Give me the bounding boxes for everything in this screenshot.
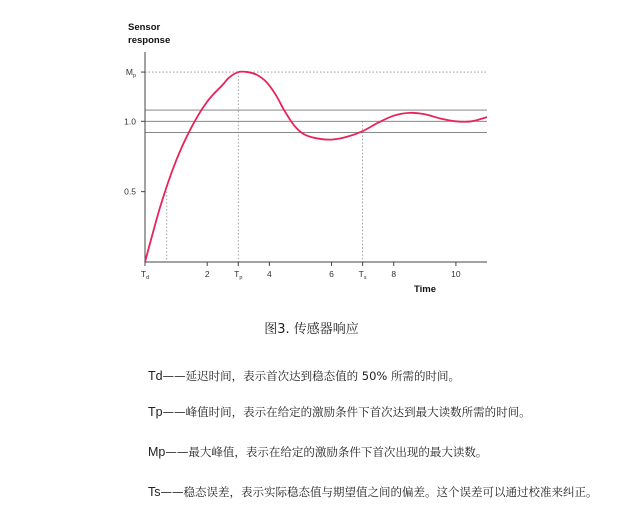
x-axis-label: Time [414,284,437,295]
x-tick-label: $T_d$ [140,269,150,281]
definition-tp [148,400,598,424]
definition-text: ——峰值时间，表示在给定的激励条件下首次达到最大读数所需的时间。 [162,405,531,419]
x-tick-label: 6 [329,269,334,279]
axes [141,52,487,266]
series-group [145,72,487,262]
x-tick-label-subscript: p [239,275,243,281]
x-tick-label-subscript: d [146,275,150,281]
y-axis-label-line2: response [128,35,171,46]
definition-symbol: Td [148,369,163,383]
definition-td [148,364,598,388]
x-tick-label: $T_p$ [234,269,243,281]
definition-text: ——稳态误差，表示实际稳态值与期望值之间的偏差。这个误差可以通过校准来纠正。 [160,485,598,499]
definition-ts [148,480,598,504]
y-tick-label-subscript: p [132,73,136,80]
definition-symbol: Mp [148,445,166,459]
guide-lines [145,72,487,262]
x-tick-label: 8 [391,269,397,279]
x-tick-label: $T_s$ [358,269,367,281]
y-tick-label: 1.0 [124,116,136,127]
y-tick-label: $M_p$ [125,67,136,80]
definition-mp [148,440,598,464]
x-tick-label: 2 [204,269,210,279]
figure-caption: 图3. 传感器响应 [264,322,359,337]
definition-symbol: Ts [148,485,161,499]
y-axis-label-line1: Sensor [128,22,161,33]
definition-symbol: Tp [148,405,163,419]
tick-labels [124,67,461,281]
x-tick-label-subscript: s [363,275,367,281]
response-curve-line [145,72,487,262]
y-tick-label: 0.5 [124,186,136,197]
definition-text: ——延迟时间，表示首次达到稳态值的 50% 所需的时间。 [162,369,460,383]
x-tick-label: 4 [266,269,272,279]
definition-text: ——最大峰值，表示在给定的激励条件下首次出现的最大读数。 [165,445,488,459]
x-tick-label: 10 [451,269,461,279]
